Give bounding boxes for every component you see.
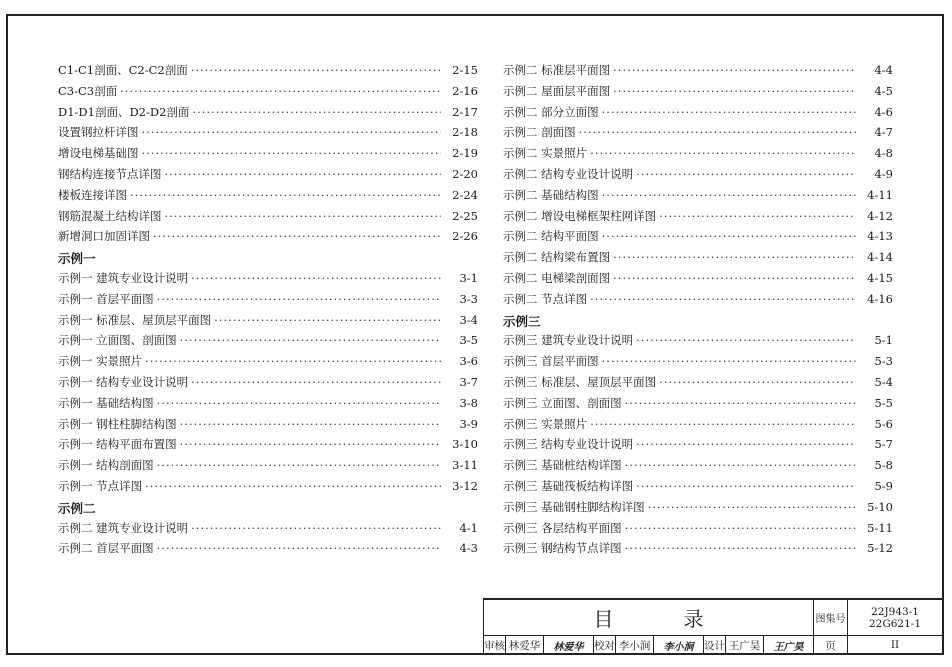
toc-entry-title: 示例一 结构剖面图 (58, 458, 154, 473)
toc-leader-dots (659, 209, 856, 223)
toc-entry-title: 示例二 基础结构图 (503, 187, 599, 202)
toc-entry-title: 示例二 增设电梯框架柱网详图 (503, 208, 657, 223)
toc-leader-dots (613, 271, 856, 285)
toc-entry (58, 520, 478, 541)
toc-entry-title: 示例三 标准层、屋顶层平面图 (503, 374, 657, 389)
toc-section-heading: 示例一 (58, 251, 96, 267)
toc-entry (58, 166, 478, 187)
atlas-label: 图集号 (814, 600, 848, 636)
toc-entry-page: 3-11 (452, 458, 478, 473)
toc-leader-dots (191, 375, 441, 389)
toc-entry-page: 4-16 (867, 291, 893, 306)
toc-entry-title: 增设电梯基础图 (58, 146, 139, 161)
toc-entry-page: 5-3 (874, 354, 893, 369)
toc-entry-title: 示例一 结构平面布置图 (58, 437, 177, 452)
toc-entry (503, 83, 893, 104)
toc-entry-page: 3-7 (459, 374, 478, 389)
toc-entry-title: 示例一 钢柱柱脚结构图 (58, 416, 177, 431)
toc-entry-title: 示例一 节点详图 (58, 478, 143, 493)
toc-leader-dots (153, 229, 441, 243)
toc-entry-page: 5-10 (867, 499, 893, 514)
toc-entry (58, 124, 478, 145)
toc-entry-title: 新增洞口加固详图 (58, 229, 150, 244)
atlas-number-2: 22G621-1 (868, 617, 922, 630)
toc-entry (58, 416, 478, 437)
toc-entry-page: 2-17 (452, 104, 478, 119)
toc-entry (503, 374, 893, 395)
toc-entry-title: 示例三 建筑专业设计说明 (503, 333, 634, 348)
toc-entry-page: 2-16 (452, 83, 478, 98)
toc-section-heading: 示例三 (503, 313, 541, 329)
toc-leader-dots (191, 63, 441, 77)
review-label: 审核 (484, 636, 506, 655)
toc-entry-title: 示例二 电梯梁剖面图 (503, 270, 611, 285)
toc-entry (503, 228, 893, 249)
toc-leader-dots (613, 84, 856, 98)
review-signature (544, 636, 594, 655)
toc-leader-dots (659, 375, 856, 389)
toc-entry-title: 示例二 实景照片 (503, 146, 588, 161)
toc-entry (58, 312, 478, 333)
toc-entry-title: 示例二 结构专业设计说明 (503, 166, 634, 181)
toc-leader-dots (165, 167, 442, 181)
toc-entry-page: 5-12 (867, 541, 893, 556)
title-char-2: 录 (683, 607, 704, 631)
toc-entry-page: 3-8 (459, 395, 478, 410)
toc-entry (503, 478, 893, 499)
toc-leader-dots (120, 84, 441, 98)
toc-entry-page: 5-6 (874, 416, 893, 431)
toc-entry-page: 4-12 (867, 208, 893, 223)
toc-entry (503, 145, 893, 166)
toc-left-column (58, 62, 478, 561)
toc-leader-dots (579, 125, 856, 139)
toc-leader-dots (192, 105, 441, 119)
toc-entry (503, 208, 893, 229)
toc-entry (58, 332, 478, 353)
toc-entry-page: 3-5 (459, 333, 478, 348)
toc-entry-page: 4-7 (874, 125, 893, 140)
check-signature (654, 636, 704, 655)
toc-entry-title: 示例三 基础桩结构详图 (503, 458, 622, 473)
toc-entry-page: 3-12 (452, 478, 478, 493)
toc-leader-dots (590, 292, 856, 306)
toc-leader-dots (602, 229, 856, 243)
toc-entry-title: 示例二 剖面图 (503, 125, 576, 140)
toc-entry-title: 示例三 基础筏板结构详图 (503, 478, 634, 493)
toc-entry (58, 395, 478, 416)
toc-leader-dots (157, 541, 441, 555)
title-char-1: 目 (593, 607, 614, 631)
toc-entry (58, 208, 478, 229)
toc-entry-page: 3-6 (459, 354, 478, 369)
toc-leader-dots (142, 125, 442, 139)
toc-entry-page: 2-20 (452, 166, 478, 181)
toc-entry-title: 示例三 各层结构平面图 (503, 520, 622, 535)
toc-entry (503, 104, 893, 125)
toc-leader-dots (625, 541, 856, 555)
toc-leader-dots (636, 437, 856, 451)
toc-entry-title: 楼板连接详图 (58, 187, 127, 202)
toc-leader-dots (214, 313, 441, 327)
check-name: 李小涧 (616, 636, 654, 655)
toc-entry-page: 5-8 (874, 458, 893, 473)
toc-entry-title: 示例一 基础结构图 (58, 395, 154, 410)
toc-leader-dots (602, 354, 856, 368)
toc-entry (503, 291, 893, 312)
toc-leader-dots (625, 458, 856, 472)
toc-leader-dots (636, 479, 856, 493)
toc-entry-page: 4-6 (874, 104, 893, 119)
toc-entry-title: D1-D1剖面、D2-D2剖面 (58, 104, 190, 119)
atlas-number-1: 22J943-1 (871, 605, 919, 618)
toc-leader-dots (636, 333, 856, 347)
toc-entry-title: C3-C3剖面 (58, 83, 118, 98)
toc-entry (503, 62, 893, 83)
toc-entry (58, 436, 478, 457)
toc-entry (503, 540, 893, 561)
toc-leader-dots (648, 500, 856, 514)
toc-entry-page: 5-7 (874, 437, 893, 452)
toc-entry (58, 374, 478, 395)
toc-leader-dots (142, 146, 442, 160)
toc-entry (503, 166, 893, 187)
toc-leader-dots (191, 521, 441, 535)
toc-entry-page: 3-9 (459, 416, 478, 431)
toc-leader-dots (180, 437, 441, 451)
toc-entry (503, 499, 893, 520)
toc-entry-title: 示例二 结构平面图 (503, 229, 599, 244)
toc-entry-title: 示例二 节点详图 (503, 291, 588, 306)
toc-entry (503, 270, 893, 291)
toc-entry-page: 5-1 (874, 333, 893, 348)
toc-entry-page: 4-1 (459, 520, 478, 535)
toc-entry-page: 5-5 (874, 395, 893, 410)
toc-entry-title: 示例一 立面图、剖面图 (58, 333, 177, 348)
toc-entry-title: 示例三 立面图、剖面图 (503, 395, 622, 410)
toc-entry (58, 145, 478, 166)
toc-right-column (503, 62, 893, 561)
toc-leader-dots (165, 209, 442, 223)
toc-entry (58, 457, 478, 478)
toc-entry (503, 353, 893, 374)
page-label: 页 (814, 636, 848, 655)
toc-entry (58, 353, 478, 374)
toc-entry-title: 示例二 部分立面图 (503, 104, 599, 119)
toc-entry-page: 4-3 (459, 541, 478, 556)
toc-leader-dots (180, 333, 441, 347)
toc-leader-dots (157, 396, 441, 410)
toc-entry-page: 5-4 (874, 374, 893, 389)
check-signature-text: 李小涧 (663, 641, 694, 653)
toc-entry-title: 示例二 标准层平面图 (503, 63, 611, 77)
toc-entry (503, 436, 893, 457)
toc-entry-title: 示例三 基础钢柱脚结构详图 (503, 499, 645, 514)
toc-entry (503, 416, 893, 437)
toc-entry-page: 5-9 (874, 478, 893, 493)
toc-entry-title: 示例二 建筑专业设计说明 (58, 520, 189, 535)
toc-entry (58, 83, 478, 104)
toc-entry-title: 示例一 实景照片 (58, 354, 143, 369)
toc-entry-page: 2-19 (452, 146, 478, 161)
atlas-number (848, 600, 943, 636)
toc-entry-title: 示例二 屋面层平面图 (503, 83, 611, 98)
toc-entry-title: 示例三 钢结构节点详图 (503, 541, 622, 556)
toc-leader-dots (590, 417, 856, 431)
toc-entry-page: 4-14 (867, 250, 893, 265)
design-label: 设计 (704, 636, 726, 655)
review-name: 林爱华 (506, 636, 544, 655)
toc-entry-title: 示例二 结构梁布置图 (503, 250, 611, 265)
toc-leader-dots (613, 250, 856, 264)
toc-leader-dots (145, 354, 441, 368)
toc-entry (58, 270, 478, 291)
toc-entry-page: 5-11 (867, 520, 893, 535)
toc-leader-dots (130, 188, 441, 202)
toc-section-heading: 示例二 (58, 500, 96, 516)
toc-leader-dots (180, 417, 441, 431)
toc-leader-dots (157, 292, 441, 306)
toc-entry-title: 示例三 结构专业设计说明 (503, 437, 634, 452)
design-signature (764, 636, 814, 655)
toc-entry-page: 4-4 (874, 63, 893, 77)
toc-leader-dots (636, 167, 856, 181)
toc-entry-title: 示例三 首层平面图 (503, 354, 599, 369)
toc-entry-page: 2-24 (452, 187, 478, 202)
toc-entry (58, 478, 478, 499)
title-cell (484, 600, 814, 636)
toc-entry-page: 4-9 (874, 166, 893, 181)
toc-leader-dots (191, 271, 441, 285)
toc-entry (58, 228, 478, 249)
toc-entry (503, 124, 893, 145)
toc-entry-title: C1-C1剖面、C2-C2剖面 (58, 63, 188, 77)
toc-entry-title: 示例一 首层平面图 (58, 291, 154, 306)
toc-entry-title: 钢结构连接节点详图 (58, 166, 162, 181)
toc-entry-page: 3-3 (459, 291, 478, 306)
toc-entry-title: 示例一 标准层、屋顶层平面图 (58, 312, 212, 327)
toc-leader-dots (157, 458, 441, 472)
toc-entry-page: 4-11 (867, 187, 893, 202)
toc-entry-page: 3-10 (452, 437, 478, 452)
toc-entry (58, 187, 478, 208)
toc-leader-dots (602, 105, 856, 119)
toc-entry (503, 395, 893, 416)
toc-entry (58, 540, 478, 561)
toc-entry (503, 520, 893, 541)
toc-leader-dots (625, 521, 856, 535)
toc-entry-page: 4-13 (867, 229, 893, 244)
toc-entry-page: 4-5 (874, 83, 893, 98)
toc-leader-dots (625, 396, 856, 410)
toc-entry (503, 457, 893, 478)
toc-entry-page: 3-4 (459, 312, 478, 327)
review-signature-text: 林爱华 (553, 641, 584, 653)
toc-entry-page: 3-1 (459, 270, 478, 285)
toc-leader-dots (590, 146, 856, 160)
toc-leader-dots (602, 188, 856, 202)
toc-entry-title: 示例二 首层平面图 (58, 541, 154, 556)
toc-leader-dots (613, 63, 856, 77)
toc-entry-page: 2-18 (452, 125, 478, 140)
toc-entry-title: 示例一 建筑专业设计说明 (58, 270, 189, 285)
toc-entry (58, 62, 478, 83)
page-number: II (848, 636, 943, 655)
toc-entry (58, 104, 478, 125)
toc-entry-title: 设置钢拉杆详图 (58, 125, 139, 140)
toc-leader-dots (145, 479, 441, 493)
toc-entry (503, 249, 893, 270)
toc-entry-page: 2-15 (452, 63, 478, 77)
toc-entry-title: 钢筋混凝土结构详图 (58, 208, 162, 223)
toc-entry-page: 4-8 (874, 146, 893, 161)
toc-entry (503, 187, 893, 208)
check-label: 校对 (594, 636, 616, 655)
toc-entry-page: 4-15 (867, 270, 893, 285)
toc-entry-title: 示例三 实景照片 (503, 416, 588, 431)
design-signature-text: 王广昊 (773, 641, 804, 653)
toc-entry-page: 2-25 (452, 208, 478, 223)
toc-entry (58, 291, 478, 312)
toc-entry-title: 示例一 结构专业设计说明 (58, 374, 189, 389)
design-name: 王广昊 (726, 636, 764, 655)
toc-entry-page: 2-26 (452, 229, 478, 244)
title-block (483, 598, 943, 655)
toc-entry (503, 332, 893, 353)
